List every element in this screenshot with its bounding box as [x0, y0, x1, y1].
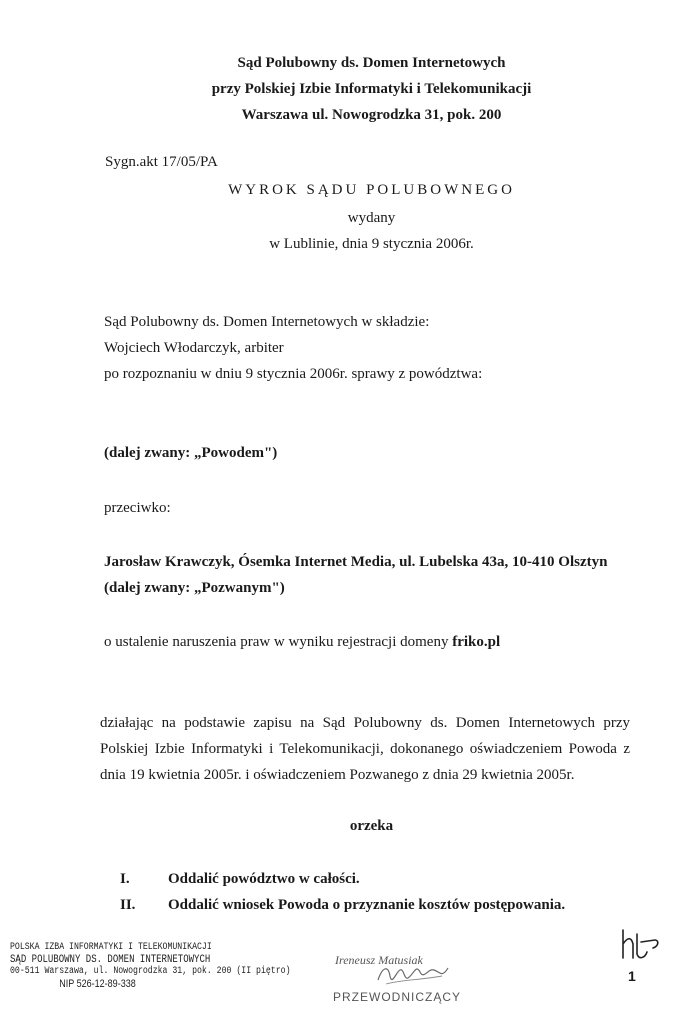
- ruling-heading: orzeka: [349, 818, 394, 834]
- subject-domain: friko.pl: [452, 634, 501, 650]
- arbiter-name: Wojciech Włodarczyk, arbiter: [104, 340, 284, 356]
- defendant-name: Jarosław Krawczyk, Ósemka Internet Media, ul. Lubelska 43a, 10-410 Olsztyn: [104, 554, 608, 570]
- hearing-text: po rozpoznaniu w dniu 9 stycznia 2006r. sprawy z powództwa:: [104, 366, 483, 382]
- judgment-title: WYROK SĄDU POLUBOWNEGO: [228, 182, 515, 198]
- against-label: przeciwko:: [104, 500, 171, 516]
- subject-text: o ustalenie naruszenia praw w wyniku rejestracji domeny: [104, 634, 453, 650]
- judgment-place-date: w Lublinie, dnia 9 stycznia 2006r.: [269, 236, 474, 252]
- defendant-alias: (dalej zwany: „Pozwanym"): [104, 580, 285, 596]
- ruling-item-number: I.: [120, 871, 130, 887]
- chairman-name: Ireneusz Matusiak: [335, 953, 423, 967]
- initials-mark: [615, 924, 663, 966]
- header-line-3: Warszawa ul. Nowogrodzka 31, pok. 200: [241, 107, 502, 123]
- legal-basis-paragraph: działając na podstawie zapisu na Sąd Polubowny ds. Domen Internetowych przy Polskiej Izbie Informatyki i Telekomunikacji, dokonanego oświadczeniem Powoda z dnia 19 kwietnia 2005r. i oświadczeniem Pozwanego z dnia 29 kwietnia 2005r.: [100, 715, 630, 783]
- stamp-line-3: 00-511 Warszawa, ul. Nowogrodzka 31, pok. 200 (II piętro): [10, 966, 291, 977]
- header-line-1: Sąd Polubowny ds. Domen Internetowych: [237, 55, 506, 71]
- judgment-issued: wydany: [347, 210, 396, 226]
- stamp-line-1: POLSKA IZBA INFORMATYKI I TELEKOMUNIKACJI: [10, 942, 212, 953]
- court-composition: Sąd Polubowny ds. Domen Internetowych w składzie:: [104, 314, 430, 330]
- court-header: [0, 50, 683, 128]
- stamp-nip: NIP 526-12-89-338: [59, 978, 136, 990]
- case-reference: Sygn.akt 17/05/PA: [105, 154, 218, 170]
- page-number: 1: [628, 968, 636, 984]
- chairman-title: PRZEWODNICZĄCY: [333, 990, 461, 1004]
- case-subject: [104, 634, 500, 651]
- header-line-2: przy Polskiej Izbie Informatyki i Telekomunikacji: [211, 81, 532, 97]
- ruling-item-number: II.: [120, 897, 136, 913]
- ruling-item-text: Oddalić powództwo w całości.: [168, 871, 360, 887]
- court-stamp: [10, 942, 290, 990]
- ruling-item-text: Oddalić wniosek Powoda o przyznanie kosztów postępowania.: [168, 897, 566, 913]
- stamp-line-2: SĄD POLUBOWNY DS. DOMEN INTERNETOWYCH: [10, 954, 211, 966]
- plaintiff-alias: (dalej zwany: „Powodem"): [104, 445, 278, 461]
